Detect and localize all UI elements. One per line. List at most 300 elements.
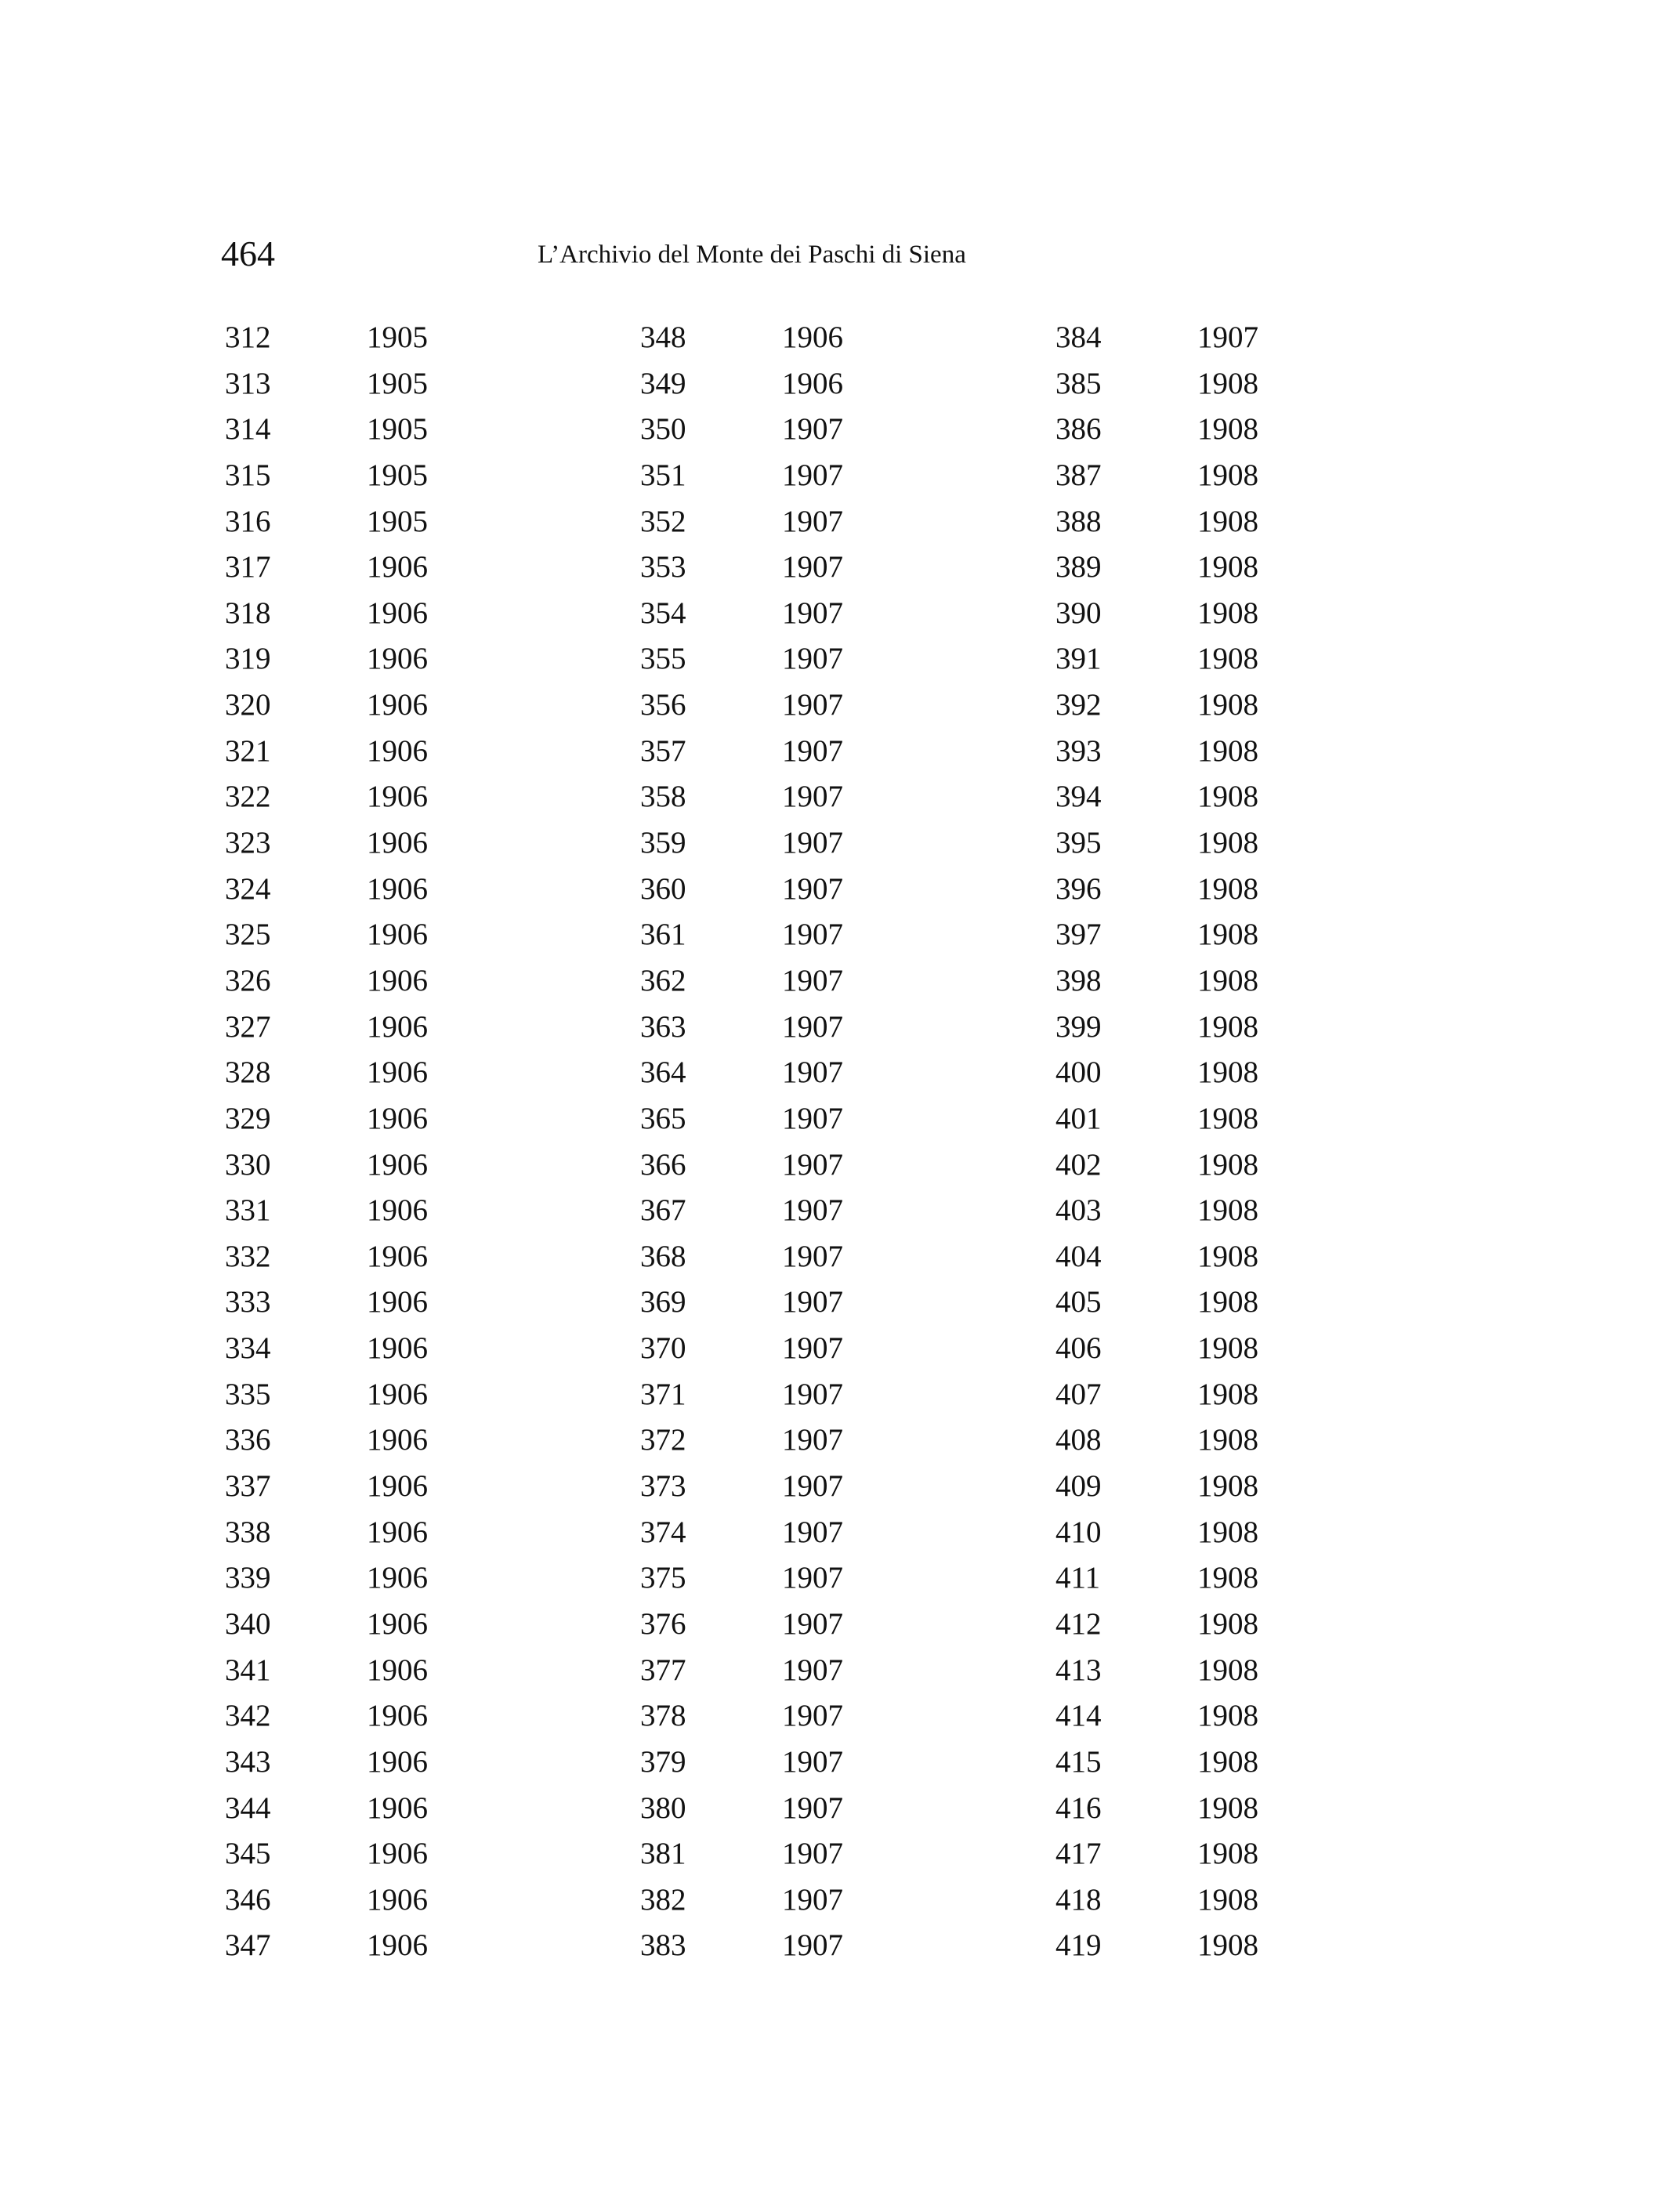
entry-number: 381 — [640, 1837, 686, 1871]
entry-year: 1906 — [367, 1147, 428, 1182]
table-row — [636, 1142, 895, 1189]
entry-year: 1906 — [367, 1239, 428, 1273]
entry-year: 1906 — [782, 366, 843, 400]
table-row — [1052, 1510, 1310, 1556]
entry-number: 360 — [640, 871, 686, 906]
table-row — [221, 1831, 480, 1877]
table-row — [221, 1372, 480, 1418]
entry-year: 1907 — [782, 826, 843, 860]
entry-number: 334 — [225, 1331, 271, 1366]
entry-year: 1908 — [1197, 1469, 1258, 1504]
entry-number: 342 — [225, 1699, 271, 1733]
table-row — [221, 1234, 480, 1280]
entry-number: 315 — [225, 458, 271, 492]
entry-number: 351 — [640, 458, 686, 492]
table-row — [221, 820, 480, 867]
entry-year: 1905 — [367, 366, 428, 400]
entry-year: 1907 — [782, 963, 843, 997]
table-row — [1052, 1693, 1310, 1740]
entry-year: 1908 — [1197, 1699, 1258, 1733]
entry-number: 410 — [1055, 1515, 1102, 1549]
entry-number: 375 — [640, 1561, 686, 1595]
entry-year: 1906 — [367, 1699, 428, 1733]
entry-number: 401 — [1055, 1101, 1102, 1135]
entry-year: 1908 — [1197, 1147, 1258, 1182]
entry-number: 369 — [640, 1285, 686, 1320]
entry-number: 367 — [640, 1193, 686, 1228]
entry-number: 368 — [640, 1239, 686, 1273]
table-row — [1052, 1602, 1310, 1648]
table-row — [221, 1188, 480, 1234]
table-row — [636, 1648, 895, 1694]
table-row — [221, 1740, 480, 1786]
entry-number: 393 — [1055, 733, 1102, 768]
table-row — [221, 1648, 480, 1694]
entry-number: 314 — [225, 412, 271, 447]
entry-year: 1907 — [782, 1469, 843, 1504]
entry-year: 1907 — [782, 550, 843, 585]
table-row — [636, 1417, 895, 1464]
entry-number: 312 — [225, 320, 271, 354]
table-row — [221, 1280, 480, 1326]
entry-year: 1907 — [782, 1561, 843, 1595]
table-row — [221, 1510, 480, 1556]
entry-year: 1908 — [1197, 412, 1258, 447]
table-row — [1052, 1050, 1310, 1096]
entry-year: 1908 — [1197, 1882, 1258, 1917]
entry-year: 1908 — [1197, 1837, 1258, 1871]
table-row — [1052, 774, 1310, 820]
table-row — [1052, 820, 1310, 867]
table-row — [636, 820, 895, 867]
entry-year: 1906 — [367, 826, 428, 860]
entry-year: 1907 — [782, 1101, 843, 1135]
table-row — [221, 315, 480, 361]
entry-number: 326 — [225, 963, 271, 997]
entry-number: 358 — [640, 780, 686, 814]
entry-year: 1908 — [1197, 688, 1258, 722]
entry-number: 344 — [225, 1790, 271, 1825]
entry-number: 414 — [1055, 1699, 1102, 1733]
entry-year: 1907 — [782, 1606, 843, 1641]
table-row — [636, 1005, 895, 1051]
table-row — [1052, 1096, 1310, 1142]
entry-number: 338 — [225, 1515, 271, 1549]
entry-number: 356 — [640, 688, 686, 722]
entry-year: 1906 — [367, 1285, 428, 1320]
table-row — [636, 1740, 895, 1786]
entry-year: 1907 — [782, 1653, 843, 1687]
table-row — [1052, 361, 1310, 407]
table-row — [1052, 1326, 1310, 1372]
entry-year: 1908 — [1197, 366, 1258, 400]
entry-number: 400 — [1055, 1055, 1102, 1090]
entry-year: 1906 — [367, 1331, 428, 1366]
entry-number: 318 — [225, 596, 271, 630]
table-row — [636, 1050, 895, 1096]
entry-number: 372 — [640, 1423, 686, 1457]
table-row — [221, 545, 480, 591]
entry-number: 419 — [1055, 1928, 1102, 1963]
table-row — [1052, 636, 1310, 682]
entry-year: 1907 — [782, 1699, 843, 1733]
entry-number: 380 — [640, 1790, 686, 1825]
table-row — [636, 1923, 895, 1969]
table-row — [221, 1877, 480, 1924]
entry-number: 377 — [640, 1653, 686, 1687]
table-row — [1052, 1142, 1310, 1189]
entry-year: 1908 — [1197, 1744, 1258, 1779]
entry-number: 416 — [1055, 1790, 1102, 1825]
entry-year: 1908 — [1197, 458, 1258, 492]
entry-year: 1906 — [367, 1606, 428, 1641]
entry-year: 1906 — [367, 596, 428, 630]
entry-year: 1907 — [782, 1331, 843, 1366]
table-row — [636, 774, 895, 820]
table-row — [636, 1602, 895, 1648]
entry-number: 353 — [640, 550, 686, 585]
entry-number: 339 — [225, 1561, 271, 1595]
entry-year: 1907 — [1197, 320, 1258, 354]
table-row — [1052, 1280, 1310, 1326]
entry-year: 1905 — [367, 458, 428, 492]
entry-year: 1906 — [367, 1101, 428, 1135]
entry-year: 1908 — [1197, 550, 1258, 585]
entry-number: 388 — [1055, 504, 1102, 538]
table-row — [636, 315, 895, 361]
entry-number: 383 — [640, 1928, 686, 1963]
table-row — [1052, 912, 1310, 958]
table-row — [1052, 1188, 1310, 1234]
table-row — [221, 1555, 480, 1602]
page-number: 464 — [221, 234, 275, 273]
entry-number: 406 — [1055, 1331, 1102, 1366]
entry-number: 411 — [1055, 1561, 1101, 1595]
entry-year: 1908 — [1197, 1653, 1258, 1687]
table-row — [636, 1693, 895, 1740]
entry-number: 357 — [640, 733, 686, 768]
entry-year: 1908 — [1197, 1377, 1258, 1411]
entry-number: 355 — [640, 642, 686, 676]
table-row — [221, 361, 480, 407]
entry-number: 332 — [225, 1239, 271, 1273]
entry-number: 376 — [640, 1606, 686, 1641]
table-row — [221, 636, 480, 682]
entry-number: 343 — [225, 1744, 271, 1779]
entry-year: 1907 — [782, 596, 843, 630]
table-row — [221, 1923, 480, 1969]
table-row — [636, 591, 895, 637]
entry-year: 1907 — [782, 1377, 843, 1411]
data-column-left — [221, 315, 480, 1969]
entry-year: 1908 — [1197, 1101, 1258, 1135]
entry-number: 392 — [1055, 688, 1102, 722]
entry-number: 319 — [225, 642, 271, 676]
entry-year: 1907 — [782, 458, 843, 492]
entry-year: 1908 — [1197, 1423, 1258, 1457]
entry-number: 385 — [1055, 366, 1102, 400]
table-row — [636, 1326, 895, 1372]
table-row — [636, 545, 895, 591]
entry-year: 1906 — [367, 1928, 428, 1963]
entry-number: 398 — [1055, 963, 1102, 997]
table-row — [221, 682, 480, 729]
table-row — [1052, 1417, 1310, 1464]
table-row — [636, 867, 895, 913]
entry-year: 1908 — [1197, 1928, 1258, 1963]
entry-number: 403 — [1055, 1193, 1102, 1228]
entry-number: 316 — [225, 504, 271, 538]
entry-number: 348 — [640, 320, 686, 354]
entry-year: 1905 — [367, 320, 428, 354]
table-row — [221, 1693, 480, 1740]
entry-year: 1907 — [782, 733, 843, 768]
table-row — [221, 867, 480, 913]
table-row — [221, 1326, 480, 1372]
table-row — [221, 591, 480, 637]
entry-year: 1905 — [367, 412, 428, 447]
entry-year: 1908 — [1197, 642, 1258, 676]
running-title: L’Archivio del Monte dei Paschi di Siena — [538, 241, 966, 269]
entry-year: 1908 — [1197, 1285, 1258, 1320]
table-row — [1052, 1877, 1310, 1924]
entry-year: 1906 — [367, 1744, 428, 1779]
entry-year: 1906 — [367, 1515, 428, 1549]
table-row — [1052, 958, 1310, 1005]
entry-year: 1908 — [1197, 826, 1258, 860]
entry-year: 1907 — [782, 780, 843, 814]
entry-year: 1906 — [367, 1055, 428, 1090]
table-row — [636, 1280, 895, 1326]
entry-number: 405 — [1055, 1285, 1102, 1320]
entry-number: 417 — [1055, 1837, 1102, 1871]
entry-year: 1907 — [782, 918, 843, 952]
table-row — [636, 1188, 895, 1234]
table-row — [221, 1464, 480, 1510]
entry-year: 1907 — [782, 642, 843, 676]
entry-year: 1906 — [367, 871, 428, 906]
table-row — [636, 407, 895, 453]
entry-number: 418 — [1055, 1882, 1102, 1917]
table-row — [1052, 1372, 1310, 1418]
table-row — [636, 361, 895, 407]
entry-number: 333 — [225, 1285, 271, 1320]
entry-number: 391 — [1055, 642, 1102, 676]
table-row — [1052, 1831, 1310, 1877]
table-row — [221, 912, 480, 958]
entry-year: 1908 — [1197, 1239, 1258, 1273]
table-row — [636, 1234, 895, 1280]
entry-year: 1906 — [367, 688, 428, 722]
table-row — [636, 958, 895, 1005]
entry-year: 1906 — [367, 1561, 428, 1595]
entry-number: 361 — [640, 918, 686, 952]
entry-year: 1905 — [367, 504, 428, 538]
entry-year: 1907 — [782, 1009, 843, 1044]
entry-number: 404 — [1055, 1239, 1102, 1273]
entry-year: 1907 — [782, 1423, 843, 1457]
entry-year: 1906 — [367, 1009, 428, 1044]
data-column-middle — [636, 315, 895, 1969]
entry-number: 330 — [225, 1147, 271, 1182]
entry-number: 322 — [225, 780, 271, 814]
entry-number: 373 — [640, 1469, 686, 1504]
entry-year: 1906 — [367, 642, 428, 676]
entry-year: 1908 — [1197, 504, 1258, 538]
entry-number: 394 — [1055, 780, 1102, 814]
table-row — [636, 912, 895, 958]
table-row — [1052, 1740, 1310, 1786]
table-row — [1052, 453, 1310, 499]
entry-number: 328 — [225, 1055, 271, 1090]
entry-number: 395 — [1055, 826, 1102, 860]
entry-year: 1906 — [782, 320, 843, 354]
entry-number: 396 — [1055, 871, 1102, 906]
entry-number: 345 — [225, 1837, 271, 1871]
entry-number: 384 — [1055, 320, 1102, 354]
entry-year: 1906 — [367, 1469, 428, 1504]
entry-year: 1907 — [782, 688, 843, 722]
entry-year: 1908 — [1197, 1790, 1258, 1825]
entry-number: 389 — [1055, 550, 1102, 585]
entry-number: 347 — [225, 1928, 271, 1963]
table-row — [221, 407, 480, 453]
entry-number: 336 — [225, 1423, 271, 1457]
entry-year: 1907 — [782, 412, 843, 447]
entry-year: 1907 — [782, 871, 843, 906]
table-row — [221, 1602, 480, 1648]
entry-year: 1906 — [367, 1423, 428, 1457]
table-row — [1052, 1005, 1310, 1051]
entry-year: 1907 — [782, 1193, 843, 1228]
table-row — [221, 1005, 480, 1051]
table-row — [1052, 499, 1310, 545]
entry-number: 390 — [1055, 596, 1102, 630]
entry-year: 1908 — [1197, 1561, 1258, 1595]
entry-year: 1908 — [1197, 780, 1258, 814]
table-row — [221, 1417, 480, 1464]
table-row — [1052, 1923, 1310, 1969]
table-row — [221, 1786, 480, 1832]
entry-number: 329 — [225, 1101, 271, 1135]
entry-number: 352 — [640, 504, 686, 538]
entry-year: 1908 — [1197, 963, 1258, 997]
entry-year: 1907 — [782, 1837, 843, 1871]
table-row — [1052, 867, 1310, 913]
entry-year: 1906 — [367, 1377, 428, 1411]
entry-number: 320 — [225, 688, 271, 722]
table-row — [636, 499, 895, 545]
entry-number: 363 — [640, 1009, 686, 1044]
entry-number: 346 — [225, 1882, 271, 1917]
table-row — [1052, 1234, 1310, 1280]
entry-number: 364 — [640, 1055, 686, 1090]
entry-year: 1908 — [1197, 733, 1258, 768]
entry-number: 386 — [1055, 412, 1102, 447]
entry-number: 407 — [1055, 1377, 1102, 1411]
entry-year: 1906 — [367, 550, 428, 585]
table-row — [636, 1555, 895, 1602]
entry-number: 350 — [640, 412, 686, 447]
entry-number: 321 — [225, 733, 271, 768]
entry-year: 1908 — [1197, 1606, 1258, 1641]
entry-year: 1906 — [367, 1193, 428, 1228]
entry-number: 341 — [225, 1653, 271, 1687]
entry-number: 415 — [1055, 1744, 1102, 1779]
table-row — [636, 1372, 895, 1418]
entry-number: 399 — [1055, 1009, 1102, 1044]
entry-year: 1906 — [367, 1790, 428, 1825]
entry-number: 378 — [640, 1699, 686, 1733]
table-row — [221, 499, 480, 545]
entry-number: 327 — [225, 1009, 271, 1044]
table-row — [636, 636, 895, 682]
entry-year: 1907 — [782, 1055, 843, 1090]
table-row — [636, 453, 895, 499]
entry-year: 1906 — [367, 780, 428, 814]
entry-year: 1908 — [1197, 1009, 1258, 1044]
entry-number: 365 — [640, 1101, 686, 1135]
entry-number: 359 — [640, 826, 686, 860]
entry-year: 1906 — [367, 1882, 428, 1917]
table-row — [221, 453, 480, 499]
table-row — [1052, 682, 1310, 729]
entry-number: 370 — [640, 1331, 686, 1366]
table-row — [1052, 407, 1310, 453]
entry-year: 1908 — [1197, 1331, 1258, 1366]
entry-number: 313 — [225, 366, 271, 400]
table-row — [636, 729, 895, 775]
entry-year: 1907 — [782, 1285, 843, 1320]
entry-year: 1908 — [1197, 871, 1258, 906]
entry-number: 413 — [1055, 1653, 1102, 1687]
entry-number: 387 — [1055, 458, 1102, 492]
entry-year: 1908 — [1197, 1193, 1258, 1228]
entry-year: 1906 — [367, 733, 428, 768]
entry-number: 409 — [1055, 1469, 1102, 1504]
entry-number: 412 — [1055, 1606, 1102, 1641]
table-row — [221, 1050, 480, 1096]
table-row — [221, 1096, 480, 1142]
entry-year: 1907 — [782, 1744, 843, 1779]
entry-number: 335 — [225, 1377, 271, 1411]
entry-year: 1907 — [782, 1882, 843, 1917]
entry-year: 1906 — [367, 1837, 428, 1871]
table-row — [221, 958, 480, 1005]
table-row — [636, 1831, 895, 1877]
table-row — [1052, 1464, 1310, 1510]
entry-number: 402 — [1055, 1147, 1102, 1182]
entry-number: 331 — [225, 1193, 271, 1228]
entry-number: 408 — [1055, 1423, 1102, 1457]
entry-number: 337 — [225, 1469, 271, 1504]
entry-number: 324 — [225, 871, 271, 906]
entry-number: 371 — [640, 1377, 686, 1411]
entry-year: 1906 — [367, 918, 428, 952]
table-row — [636, 1096, 895, 1142]
table-row — [1052, 729, 1310, 775]
table-row — [221, 729, 480, 775]
entry-number: 382 — [640, 1882, 686, 1917]
entry-year: 1907 — [782, 1147, 843, 1182]
entry-number: 349 — [640, 366, 686, 400]
entry-year: 1907 — [782, 504, 843, 538]
entry-year: 1908 — [1197, 1055, 1258, 1090]
entry-number: 397 — [1055, 918, 1102, 952]
entry-number: 366 — [640, 1147, 686, 1182]
table-row — [636, 1786, 895, 1832]
entry-year: 1908 — [1197, 1515, 1258, 1549]
